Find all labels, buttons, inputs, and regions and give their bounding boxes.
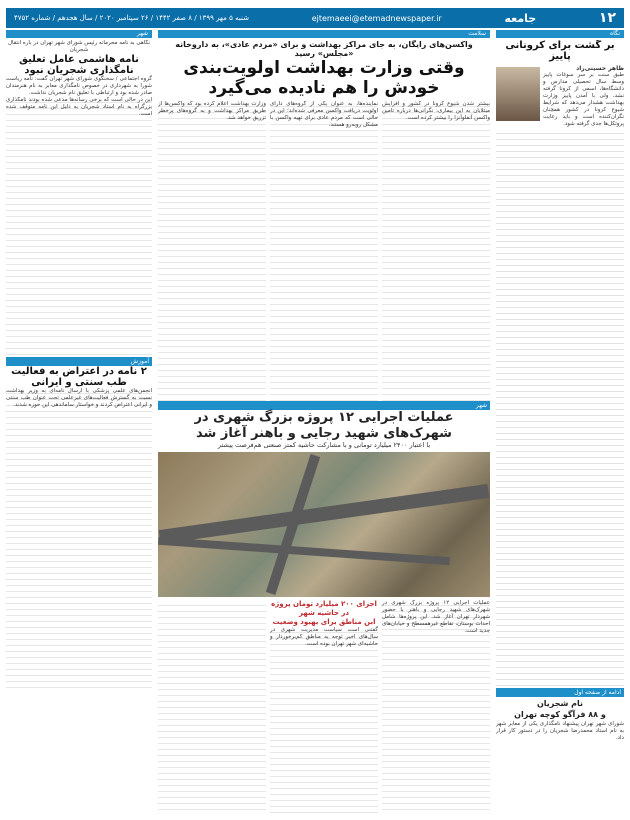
strip-left: شهر	[6, 30, 152, 38]
article2-body-col2: گفتنی است سیاست مدیریت شهری در سال‌های اخیر توجه به مناطق کم‌برخوردار و حاشیه‌ای شهر تهران بوده است.	[270, 627, 378, 814]
page-header	[6, 8, 624, 28]
issue-line: شنبه ۵ مهر ۱۳۹۹ / ۸ صفر ۱۴۴۲ / ۲۶ سپتامبر ۲۰۲۰ / سال هجدهم / شماره ۴۷۵۲	[14, 14, 249, 22]
left-body-a: گروه اجتماعی / سخنگوی شورای شهر تهران گفت: نامه ریاست شورا به شهرداری در خصوص نامگذاری معابر به نام هنرمندان صادر شده بود و ارتباطی با تعلیق نام شجریان نداشت.	[6, 76, 152, 96]
left-body-b: این در حالی است که برخی رسانه‌ها مدعی شده بودند نامگذاری بزرگراه به نام استاد شجریان به دلیل این نامه متوقف شده است.	[6, 97, 152, 357]
article2-headline: عملیات اجرایی ۱۲ پروژه بزرگ شهری در شهرک‌های شهید رجایی و باهنر آغاز شد	[194, 410, 454, 441]
red-caption: اجرای ۲۰۰ میلیارد تومان پروژه در حاشیه شهر	[271, 600, 377, 617]
section-title: جامعه	[504, 11, 537, 25]
left-title-2: ۲ نامه در اعتراض به فعالیت طب سنتی و ایرانی	[11, 366, 147, 388]
left-column	[6, 40, 152, 814]
column-title: بر گشت برای کرونانی پاییز	[505, 40, 615, 62]
article-body-col3: وزارت بهداشت اعلام کرده بود که واکسن‌ها از طریق مراکز بهداشت و به گروه‌های پرخطر تزریق خواهد شد.	[158, 101, 266, 401]
article2-body-col1: عملیات اجرایی ۱۲ پروژه بزرگ شهری در شهرک‌های شهید رجایی و باهنر با حضور شهردار تهران آغاز شد. این پروژه‌ها شامل احداث بوستان، تقاطع غیرهمسطح و خیابان‌های جدید است.	[382, 600, 490, 814]
column-body: طبق سنت بر سر سوغات پاییز وسط سال تحصیلی مدارس و دانشگاه‌ها، اسمی از کرونا گرفته نشد، ولی با آمدن پاییز وزارت بهداشت هشدار می‌دهد که شرایط شیوع کرونا در کشور همچنان نگران‌کننده است و باید رعایت پروتکل‌ها جدی گرفته شود.	[543, 72, 624, 127]
middle-column	[158, 40, 490, 814]
author-name: ظاهر حسینی‌راد	[576, 65, 624, 72]
box-label: ادامه از صفحه اول	[496, 688, 624, 697]
right-column	[496, 40, 624, 814]
article2-body-col3	[158, 600, 266, 814]
article-kicker: واکسن‌های رایگان، به جای مراکز بهداشت و برای «مردم عادی»، به داروخانه «مجلس» رسید	[175, 40, 473, 58]
article-headline: وقتی وزارت بهداشت اولویت‌بندی خودش را هم نادیده می‌گیرد	[183, 58, 465, 98]
page-number: ۱۲	[598, 10, 616, 26]
aerial-city-photo	[158, 452, 490, 597]
strip-right: نگاه	[496, 30, 624, 38]
box-title: نام شجریان	[536, 699, 584, 708]
author-photo	[496, 67, 540, 121]
section-bar: شهر	[158, 401, 490, 410]
article-body-col2: نماینده‌ها، به عنوان یکی از گروه‌های دارای اولویت دریافت واکسن معرفی شده‌اند؛ این در حالی است که مردم عادی برای تهیه واکسن با مشکل روبه‌رو هستند.	[270, 101, 378, 401]
left-section-bar: آموزش	[6, 357, 152, 366]
left-body-c: انجمن‌های علمی پزشکی با ارسال نامه‌ای به وزیر بهداشت نسبت به گسترش فعالیت‌های غیرعلمی تحت عنوان طب سنتی و ایرانی اعتراض کردند و خواستار ساماندهی این حوزه شدند.	[6, 388, 152, 688]
strip-mid: سلامت	[158, 30, 490, 38]
article2-deck: با اعتبار ۲۴۰۰ میلیارد تومانی و با مشارکت حاشیه کمتر صنعتی هم‌فرصت پیشتر	[217, 441, 431, 449]
red-caption-2: ابن مناطق برای بهبود وضعیت	[272, 618, 376, 626]
section-email[interactable]: ejtemaeei@etemadnewspaper.ir	[311, 13, 442, 23]
box-body: شورای شهر تهران پیشنهاد نامگذاری یکی از معابر شهر به نام استاد محمدرضا شجریان را در دستور کار قرار داد.	[496, 721, 624, 741]
left-intro: نگاهی به نامه محرمانه رئیس شورای شهر تهران در باره انتقال شجریان	[7, 40, 151, 53]
left-title: نامه هاشمی عامل تعلیق نامگذاری شجریان نبود	[19, 54, 139, 76]
article-body-col1: بیشتر شدن شیوع کرونا در کشور و افزایش مبتلایان به این بیماری، نگرانی‌ها درباره تامین واکسن آنفلوآنزا را بیشتر کرده است.	[382, 101, 490, 401]
column-body-continued	[496, 128, 624, 688]
box-subtitle: و ۸۸ فرآگو کوچه تهران	[514, 710, 606, 719]
